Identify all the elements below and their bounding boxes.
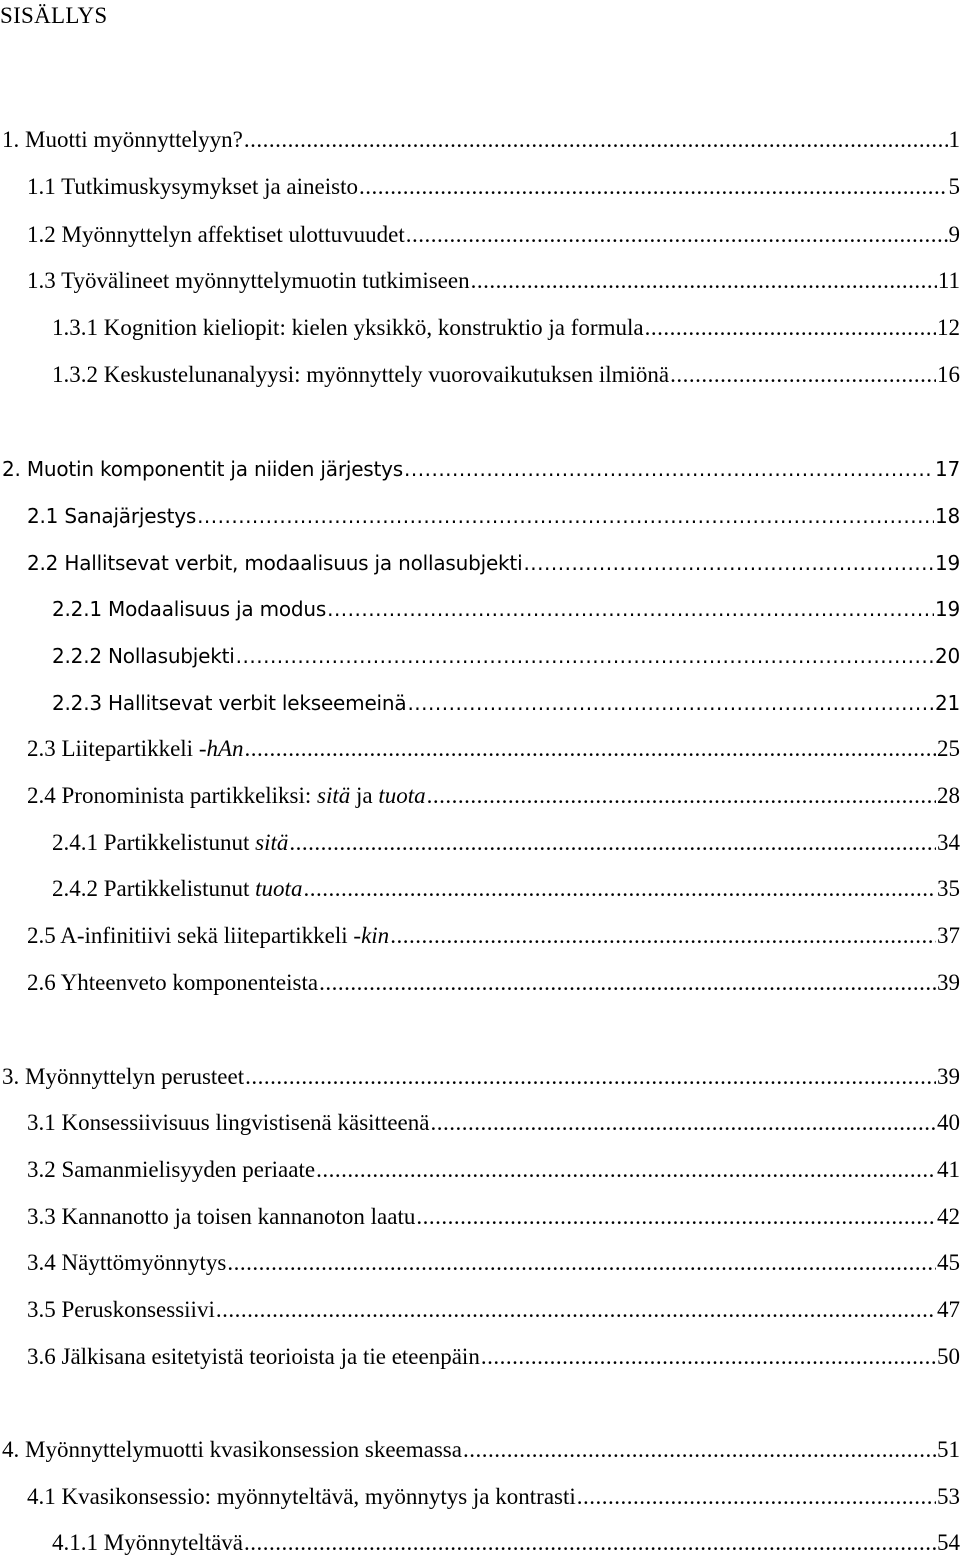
toc-page-number: 45 — [937, 1250, 960, 1275]
toc-entry-label: 1.1 Tutkimuskysymykset ja aineisto — [27, 174, 358, 199]
toc-entry-label: 4. Myönnyttelymuotti kvasikonsession skeemassa — [2, 1437, 462, 1462]
toc-entry[interactable] — [52, 874, 960, 904]
toc-entry-label: 1.3 Työvälineet myönnyttelymuotin tutkimiseen — [27, 268, 470, 293]
dot-leader — [197, 501, 934, 531]
dot-leader — [430, 1108, 936, 1138]
toc-entry-label: 3.4 Näyttömyönnytys — [27, 1250, 227, 1275]
dot-leader — [427, 781, 936, 811]
dot-leader — [216, 1295, 936, 1325]
toc-page-number: 41 — [937, 1157, 960, 1182]
toc-entry-label: 2.2 Hallitsevat verbit, modaalisuus ja nollasubjekti — [27, 551, 523, 575]
toc-entry-label: 2.4.1 Partikkelistunut sitä — [52, 830, 289, 855]
toc-entry[interactable] — [27, 921, 960, 951]
dot-leader — [289, 828, 936, 858]
dot-leader — [319, 968, 936, 998]
dot-leader — [404, 454, 934, 484]
toc-entry[interactable] — [2, 125, 960, 155]
toc-page-number: 20 — [934, 644, 960, 668]
toc-entry-label: 4.1 Kvasikonsessio: myönnyteltävä, myönnytys ja kontrasti — [27, 1484, 576, 1509]
toc-page-number: 35 — [937, 876, 960, 901]
toc-entry-label: 2.6 Yhteenveto komponenteista — [27, 970, 319, 995]
toc-page-number: 1 — [948, 127, 960, 152]
toc-page-number: 25 — [937, 736, 960, 761]
toc-page-number: 28 — [937, 783, 960, 808]
toc-entry[interactable] — [27, 781, 960, 811]
toc-page-number: 39 — [937, 1064, 960, 1089]
toc-page-number: 40 — [937, 1110, 960, 1135]
toc-entry[interactable] — [27, 1248, 960, 1278]
toc-entry-label: 1.2 Myönnyttelyn affektiset ulottuvuudet — [27, 222, 405, 247]
toc-entry-label: 4.1.1 Myönnyteltävä — [52, 1530, 243, 1555]
toc-page-number: 54 — [937, 1530, 960, 1555]
toc-entry-label: 2.2.3 Hallitsevat verbit lekseemeinä — [52, 691, 407, 715]
toc-entry[interactable] — [52, 641, 960, 671]
dot-leader — [407, 688, 934, 718]
dot-leader — [236, 641, 934, 671]
toc-entry-label: 3. Myönnyttelyn perusteet — [2, 1064, 245, 1089]
toc-entry[interactable] — [27, 734, 960, 764]
toc-page-number: 16 — [937, 362, 960, 387]
dot-leader — [481, 1342, 936, 1372]
toc-entry[interactable] — [27, 1202, 960, 1232]
toc-entry[interactable] — [52, 360, 960, 390]
toc-entry[interactable] — [27, 548, 960, 578]
dot-leader — [670, 360, 936, 390]
dot-leader — [390, 921, 936, 951]
toc-entry-label: 1.3.2 Keskustelunanalyysi: myönnyttely vuorovaikutuksen ilmiönä — [52, 362, 670, 387]
toc-entry[interactable] — [27, 1108, 960, 1138]
toc-entry[interactable] — [27, 1295, 960, 1325]
toc-entry[interactable] — [52, 688, 960, 718]
dot-leader — [359, 172, 948, 202]
page-title: SISÄLLYS — [0, 3, 108, 28]
toc-entry-label: 2.3 Liitepartikkeli -hAn — [27, 736, 244, 761]
toc-entry[interactable] — [2, 454, 960, 484]
toc-entry[interactable] — [27, 1155, 960, 1185]
toc-entry-label: 1. Muotti myönnyttelyyn? — [2, 127, 243, 152]
dot-leader — [227, 1248, 936, 1278]
toc-entry-label: 3.3 Kannanotto ja toisen kannanoton laatu — [27, 1204, 416, 1229]
toc-entry-label: 2. Muotin komponentit ja niiden järjestys — [2, 457, 404, 481]
toc-entry[interactable] — [27, 1482, 960, 1512]
dot-leader — [406, 220, 948, 250]
toc-entry[interactable] — [52, 1528, 960, 1558]
toc-entry-label: 3.6 Jälkisana esitetyistä teorioista ja tie eteenpäin — [27, 1344, 480, 1369]
toc-page-number: 42 — [937, 1204, 960, 1229]
toc-entry[interactable] — [27, 1342, 960, 1372]
dot-leader — [244, 1528, 936, 1558]
dot-leader — [577, 1482, 936, 1512]
toc-page-number: 17 — [934, 457, 960, 481]
toc-entry-label: 2.4.2 Partikkelistunut tuota — [52, 876, 303, 901]
toc-entry-label: 3.5 Peruskonsessiivi — [27, 1297, 215, 1322]
toc-entry-label: 2.1 Sanajärjestys — [27, 504, 197, 528]
toc-entry-label: 2.4 Pronominista partikkeliksi: sitä ja tuota — [27, 783, 426, 808]
dot-leader — [245, 734, 936, 764]
toc-page-number: 47 — [937, 1297, 960, 1322]
toc-page-number: 34 — [937, 830, 960, 855]
dot-leader — [463, 1435, 936, 1465]
toc-entry[interactable] — [27, 172, 960, 202]
toc-entry[interactable] — [52, 594, 960, 624]
dot-leader — [523, 548, 934, 578]
dot-leader — [303, 874, 936, 904]
toc-entry-label: 1.3.1 Kognition kieliopit: kielen yksikkö, konstruktio ja formula — [52, 315, 644, 340]
toc-page-number: 12 — [937, 315, 960, 340]
dot-leader — [471, 266, 937, 296]
toc-page-number: 37 — [937, 923, 960, 948]
toc-page-number: 39 — [937, 970, 960, 995]
toc-entry-label: 3.1 Konsessiivisuus lingvistisenä käsitteenä — [27, 1110, 430, 1135]
toc-entry[interactable] — [2, 1435, 960, 1465]
toc-entry-label: 2.2.2 Nollasubjekti — [52, 644, 235, 668]
toc-entry[interactable] — [27, 220, 960, 250]
toc-page-number: 51 — [937, 1437, 960, 1462]
toc-entry-label: 2.5 A-infinitiivi sekä liitepartikkeli -kin — [27, 923, 390, 948]
toc-page-number: 53 — [937, 1484, 960, 1509]
dot-leader — [316, 1155, 936, 1185]
toc-entry[interactable] — [52, 313, 960, 343]
toc-page-number: 21 — [934, 691, 960, 715]
toc-entry[interactable] — [27, 968, 960, 998]
toc-page-number: 11 — [937, 268, 960, 293]
toc-page-number: 19 — [934, 551, 960, 575]
toc-page-number: 5 — [948, 174, 960, 199]
toc-page-number: 9 — [948, 222, 960, 247]
toc-entry-label: 3.2 Samanmielisyyden periaate — [27, 1157, 316, 1182]
dot-leader — [244, 125, 948, 155]
dot-leader — [645, 313, 936, 343]
toc-entry[interactable] — [2, 1062, 960, 1092]
toc-entry[interactable] — [52, 828, 960, 858]
toc-page-number: 19 — [934, 597, 960, 621]
toc-page-number: 18 — [934, 504, 960, 528]
toc-entry[interactable] — [27, 501, 960, 531]
toc-entry-label: 2.2.1 Modaalisuus ja modus — [52, 597, 327, 621]
dot-leader — [416, 1202, 936, 1232]
dot-leader — [245, 1062, 936, 1092]
toc-entry[interactable] — [27, 266, 960, 296]
dot-leader — [327, 594, 934, 624]
toc-page-number: 50 — [937, 1344, 960, 1369]
